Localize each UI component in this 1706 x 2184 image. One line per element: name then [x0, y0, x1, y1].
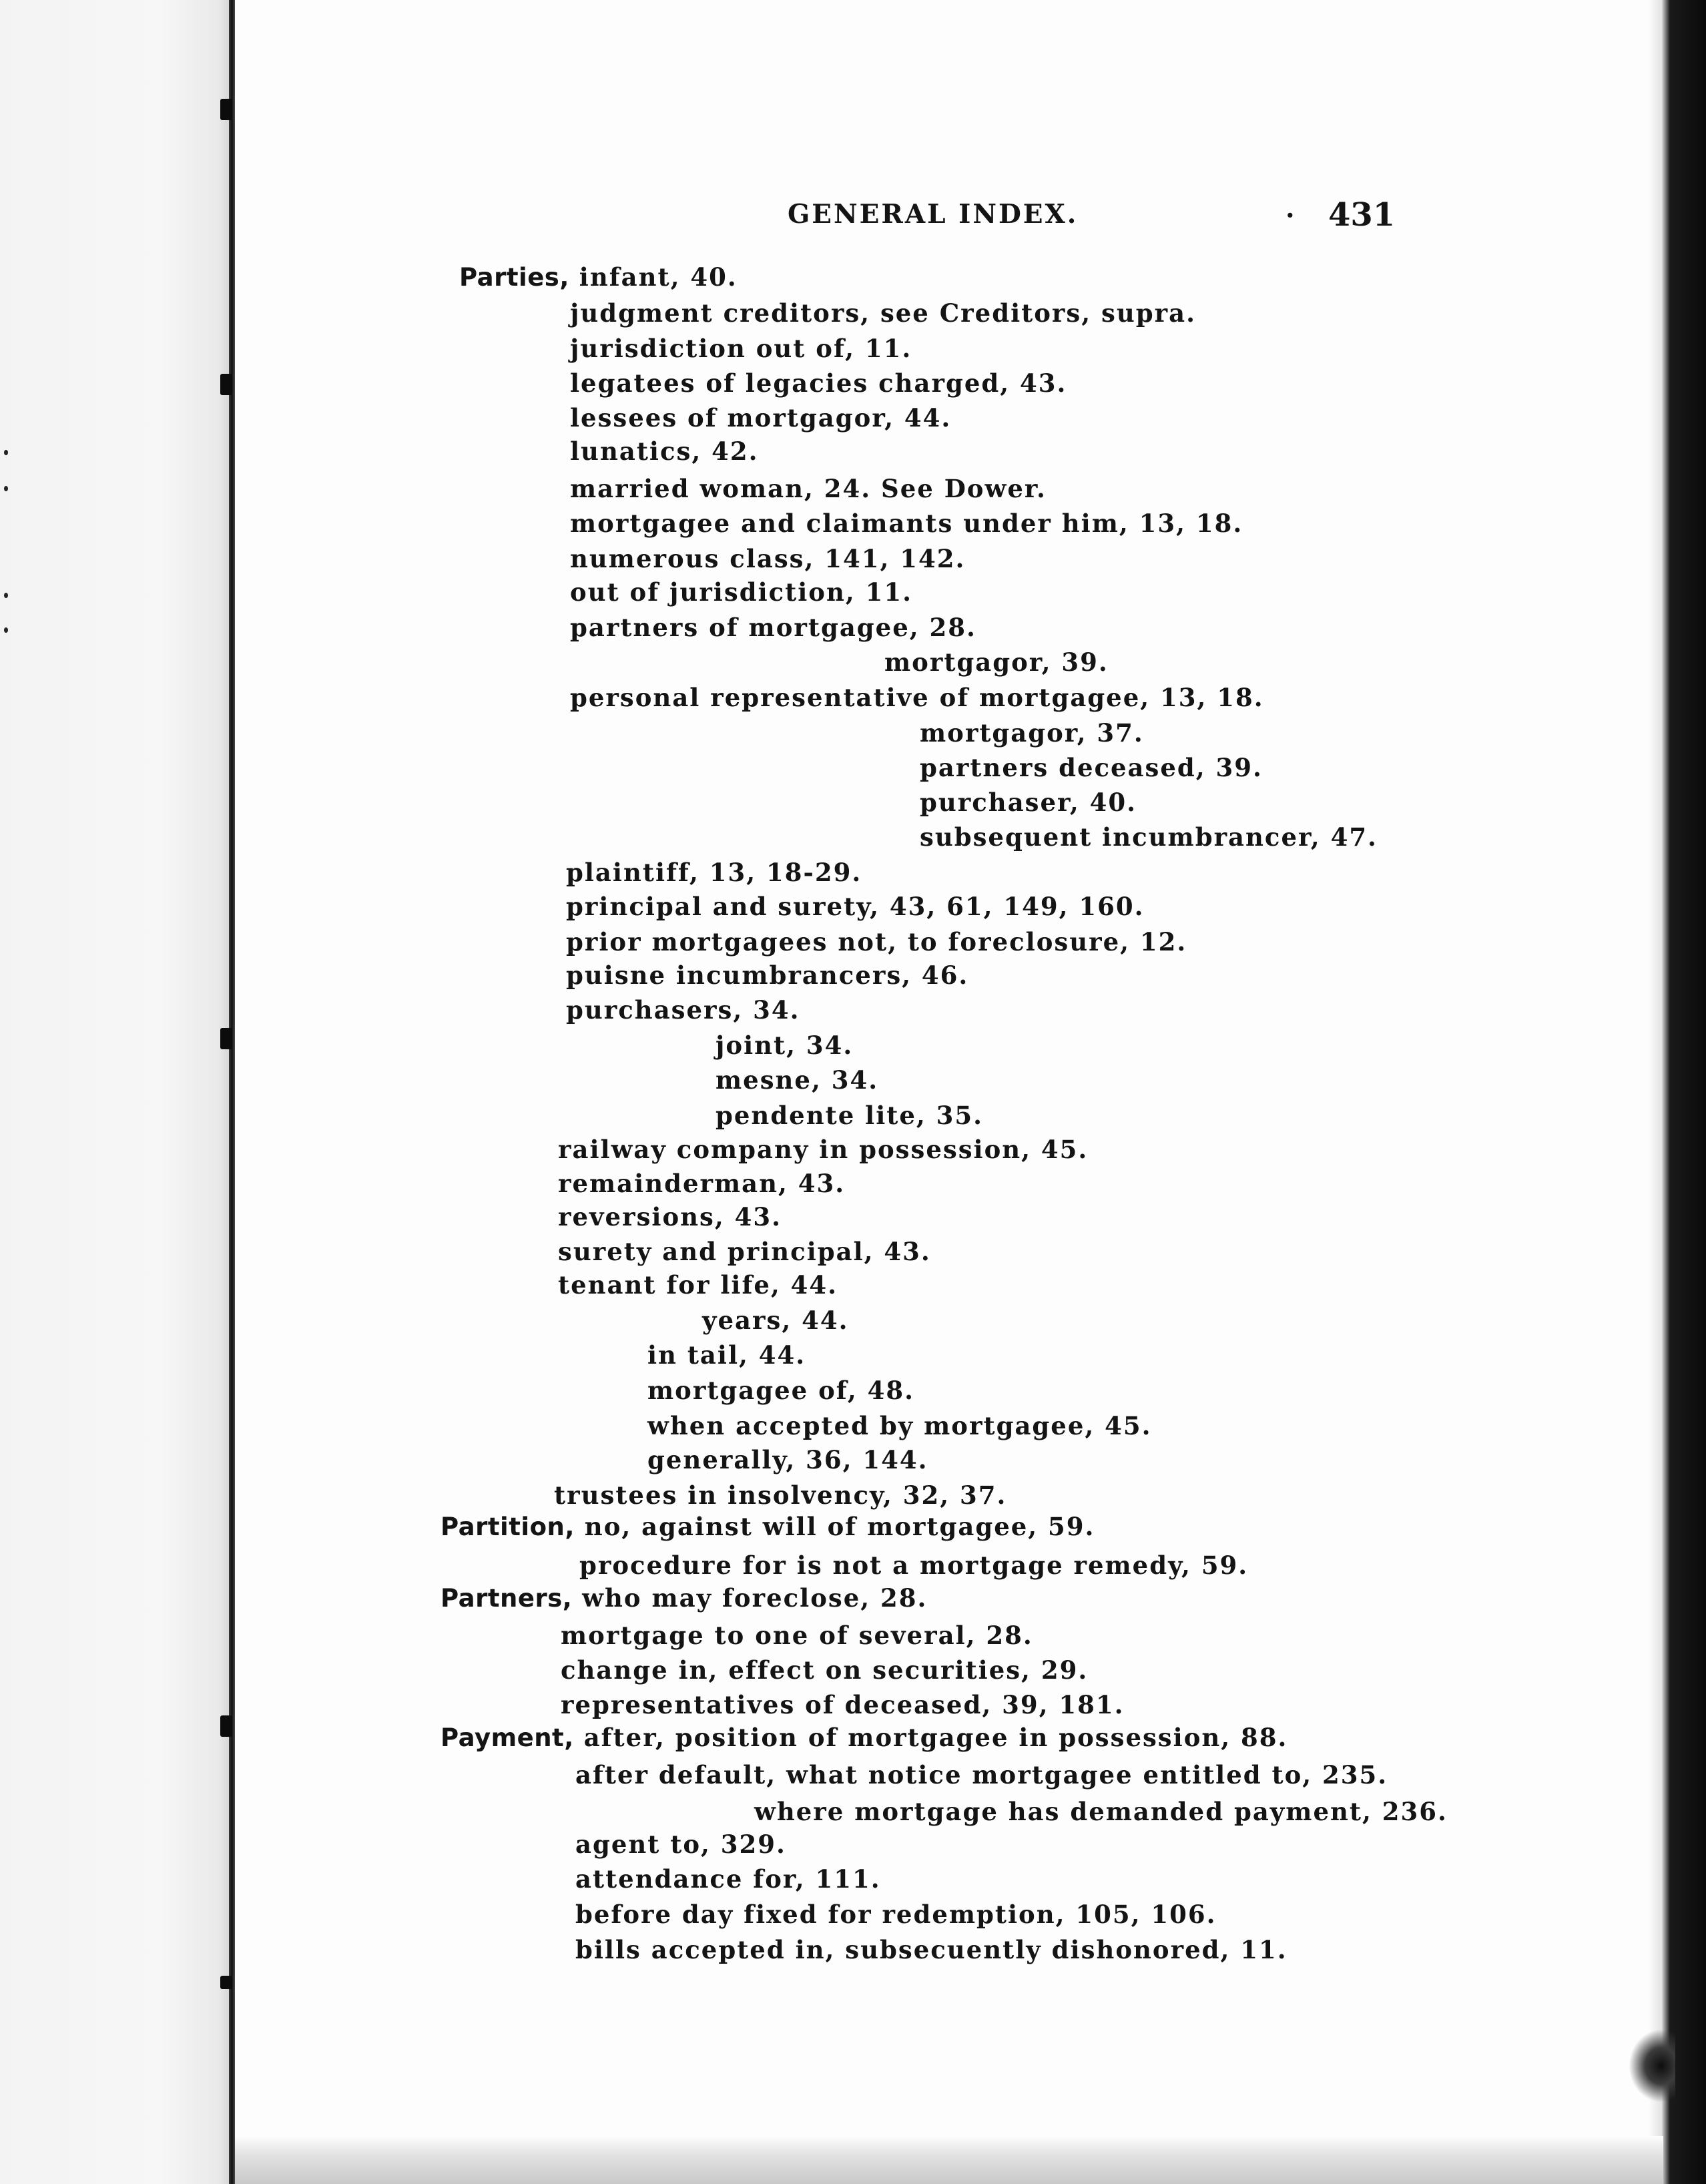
binding-mark [220, 1976, 232, 1989]
index-subentry: pendente lite, 35. [716, 1101, 984, 1130]
binding-mark [220, 1028, 232, 1049]
facing-page-edge [0, 0, 230, 2184]
page-number: 431 [1328, 196, 1396, 234]
index-subentry: purchaser, 40. [920, 788, 1137, 817]
index-subentry: plaintiff, 13, 18-29. [566, 858, 862, 887]
index-subentry: bills accepted in, subsecuently dishonored, 11. [575, 1935, 1288, 1964]
index-subentry: tenant for life, 44. [558, 1270, 838, 1300]
page-corner-damage [1629, 2029, 1675, 2103]
index-subentry: purchasers, 34. [566, 995, 800, 1025]
index-subentry: mortgagor, 37. [920, 718, 1144, 748]
margin-speck [4, 486, 8, 491]
entry-text: after, position of mortgagee in possession, 88. [573, 1723, 1288, 1752]
binding-mark [220, 99, 232, 120]
index-subentry: lunatics, 42. [570, 437, 759, 466]
index-subentry: prior mortgagees not, to foreclosure, 12. [566, 927, 1187, 957]
header-dot: · [1286, 200, 1295, 231]
index-subentry: change in, effect on securities, 29. [561, 1655, 1089, 1685]
index-subentry: in tail, 44. [647, 1340, 806, 1370]
index-subentry: partners of mortgagee, 28. [570, 613, 976, 642]
index-subentry: lessees of mortgagor, 44. [570, 403, 952, 433]
index-entry-parties [459, 262, 738, 292]
index-subentry: before day fixed for redemption, 105, 106. [575, 1900, 1217, 1929]
index-subentry: judgment creditors, see Creditors, supra. [570, 298, 1196, 328]
scan-border [1662, 0, 1706, 2184]
binding-mark [220, 374, 232, 395]
binding-gutter [229, 0, 235, 2184]
index-subentry: subsequent incumbrancer, 47. [920, 822, 1378, 852]
index-subentry: railway company in possession, 45. [558, 1135, 1089, 1164]
entry-text: no, against will of mortgagee, 59. [574, 1512, 1095, 1541]
entry-text: infant, 40. [569, 262, 738, 292]
index-subentry: when accepted by mortgagee, 45. [647, 1411, 1152, 1440]
entry-heading: Partners, [441, 1584, 573, 1613]
index-subentry: reversions, 43. [558, 1202, 782, 1232]
index-subentry: years, 44. [702, 1306, 849, 1335]
index-subentry: where mortgage has demanded payment, 236. [754, 1797, 1448, 1826]
index-subentry: puisne incumbrancers, 46. [566, 961, 969, 990]
index-subentry: principal and surety, 43, 61, 149, 160. [566, 892, 1145, 921]
index-subentry: attendance for, 111. [575, 1864, 881, 1894]
page-bottom-shade [235, 2136, 1663, 2184]
index-subentry: joint, 34. [716, 1031, 854, 1060]
index-subentry: partners deceased, 39. [920, 753, 1263, 782]
entry-heading: Partition, [441, 1513, 575, 1541]
index-subentry: mortgagee and claimants under him, 13, 18. [570, 509, 1243, 538]
index-subentry: after default, what notice mortgagee entitled to, 235. [575, 1760, 1388, 1790]
index-subentry: personal representative of mortgagee, 13, 18. [570, 683, 1264, 712]
index-subentry: agent to, 329. [575, 1830, 786, 1859]
index-subentry: mesne, 34. [716, 1065, 879, 1095]
index-subentry: trustees in insolvency, 32, 37. [554, 1480, 1007, 1510]
entry-text: who may foreclose, 28. [572, 1583, 928, 1613]
running-header: GENERAL INDEX. [788, 199, 1079, 230]
margin-speck [4, 450, 8, 455]
index-subentry: generally, 36, 144. [647, 1445, 928, 1474]
index-subentry: procedure for is not a mortgage remedy, 59. [579, 1551, 1249, 1580]
index-subentry: married woman, 24. See Dower. [570, 474, 1047, 503]
index-subentry: mortgagee of, 48. [647, 1376, 915, 1405]
index-subentry: jurisdiction out of, 11. [570, 334, 912, 363]
index-entry-partners [441, 1583, 927, 1613]
index-entry-payment [441, 1723, 1288, 1753]
index-entry-partition [441, 1512, 1095, 1542]
index-subentry: out of jurisdiction, 11. [570, 577, 913, 607]
binding-mark [220, 1715, 232, 1737]
index-subentry: numerous class, 141, 142. [570, 544, 966, 573]
index-subentry: representatives of deceased, 39, 181. [561, 1690, 1125, 1719]
entry-heading: Payment, [441, 1723, 574, 1752]
margin-speck [4, 593, 8, 598]
index-subentry: mortgage to one of several, 28. [561, 1621, 1033, 1650]
entry-heading: Parties, [459, 263, 569, 292]
margin-speck [4, 627, 8, 633]
index-subentry: surety and principal, 43. [558, 1237, 931, 1266]
index-subentry: legatees of legacies charged, 43. [570, 368, 1067, 398]
index-subentry: mortgagor, 39. [884, 647, 1109, 677]
index-subentry: remainderman, 43. [558, 1169, 846, 1198]
